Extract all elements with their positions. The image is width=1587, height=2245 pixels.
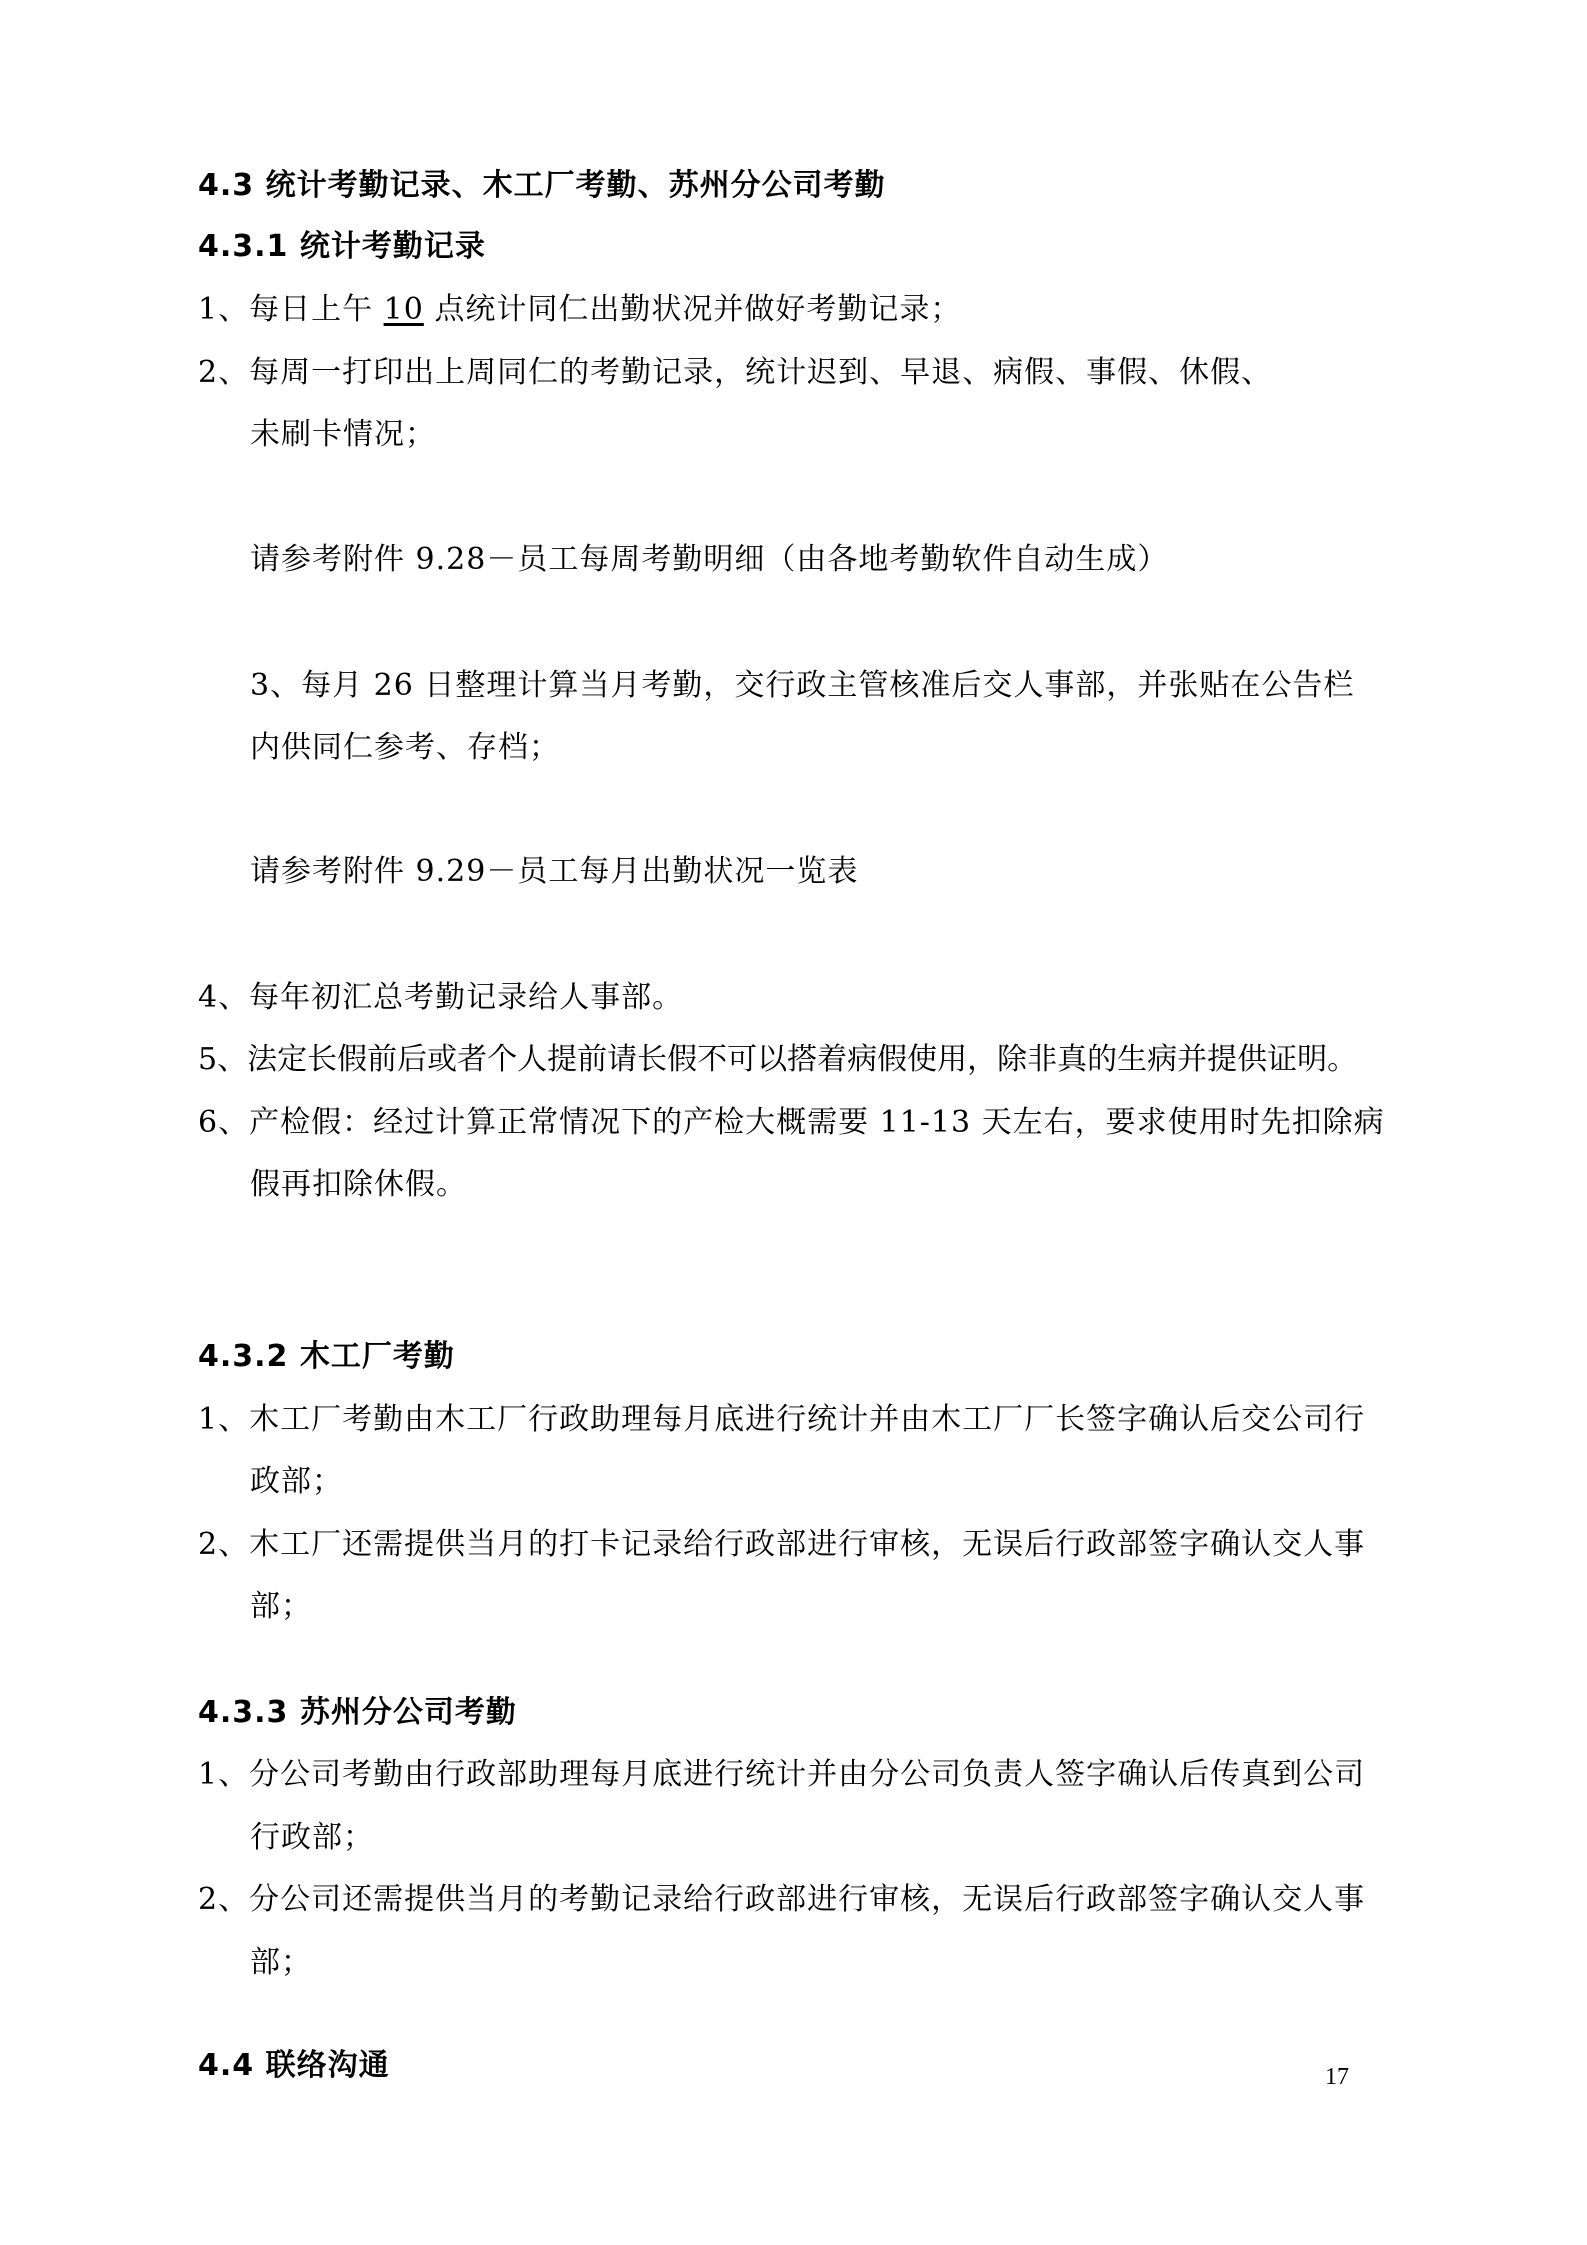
list-item-continuation: 内供同仁参考、存档； xyxy=(250,730,560,765)
section-heading-4-4: 4.4 联络沟通 xyxy=(198,2048,390,2083)
list-item-continuation: 部； xyxy=(250,1945,312,1980)
list-item-text: 1、每日上午 xyxy=(198,292,384,327)
section-heading-4-3-1: 4.3.1 统计考勤记录 xyxy=(198,229,486,264)
attachment-reference: 请参考附件 9.28－员工每周考勤明细（由各地考勤软件自动生成） xyxy=(250,542,1169,577)
list-item-4-3-3-2: 2、分公司还需提供当月的考勤记录给行政部进行审核，无误后行政部签字确认交人事 xyxy=(198,1882,1366,1917)
list-item-4-3-1-6: 6、产检假：经过计算正常情况下的产检大概需要 11-13 天左右，要求使用时先扣除病 xyxy=(198,1105,1385,1140)
section-heading-4-3-2: 4.3.2 木工厂考勤 xyxy=(198,1339,455,1374)
list-item-4-3-3-1: 1、分公司考勤由行政部助理每月底进行统计并由分公司负责人签字确认后传真到公司 xyxy=(198,1757,1366,1792)
list-item-4-3-1-5: 5、法定长假前后或者个人提前请长假不可以搭着病假使用，除非真的生病并提供证明。 xyxy=(198,1042,1358,1077)
list-item-4-3-2-2: 2、木工厂还需提供当月的打卡记录给行政部进行审核，无误后行政部签字确认交人事 xyxy=(198,1527,1366,1562)
list-item-text: 点统计同仁出勤状况并做好考勤记录； xyxy=(423,292,962,327)
list-item-4-3-1-2: 2、每周一打印出上周同仁的考勤记录，统计迟到、早退、病假、事假、休假、 xyxy=(198,355,1273,390)
page-number: 17 xyxy=(1325,2064,1349,2090)
list-item-4-3-1-3: 3、每月 26 日整理计算当月考勤，交行政主管核准后交人事部，并张贴在公告栏 xyxy=(250,668,1355,703)
list-item-continuation: 行政部； xyxy=(250,1820,374,1855)
list-item-continuation: 未刷卡情况； xyxy=(250,417,436,452)
attachment-reference: 请参考附件 9.29－员工每月出勤状况一览表 xyxy=(250,854,859,889)
list-item-continuation: 政部； xyxy=(250,1464,343,1499)
list-item-4-3-2-1: 1、木工厂考勤由木工厂行政助理每月底进行统计并由木工厂厂长签字确认后交公司行 xyxy=(198,1402,1366,1437)
list-item-4-3-1-1 xyxy=(198,290,961,330)
list-item-continuation: 假再扣除休假。 xyxy=(250,1167,467,1202)
section-heading-4-3-3: 4.3.3 苏州分公司考勤 xyxy=(198,1695,517,1730)
list-item-4-3-1-4: 4、每年初汇总考勤记录给人事部。 xyxy=(198,980,684,1015)
section-heading-4-3: 4.3 统计考勤记录、木工厂考勤、苏州分公司考勤 xyxy=(198,168,886,203)
underlined-hour: 10 xyxy=(383,292,424,327)
list-item-continuation: 部； xyxy=(250,1589,312,1624)
